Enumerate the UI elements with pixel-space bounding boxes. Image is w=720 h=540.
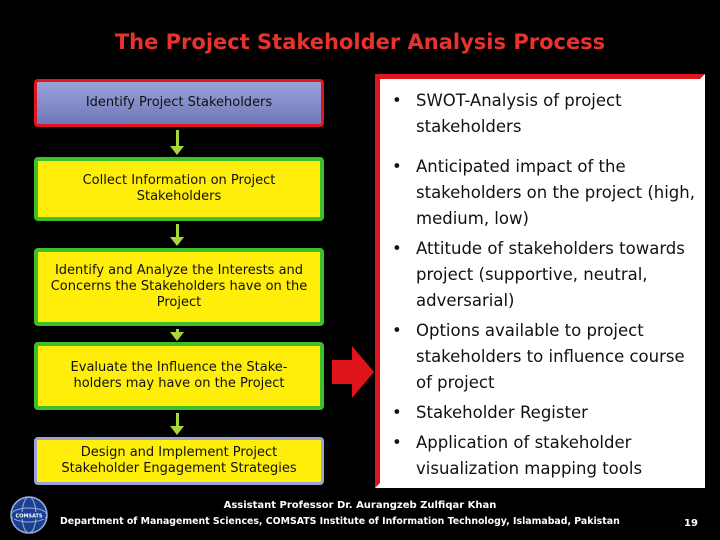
bullet-icon: • bbox=[392, 403, 402, 422]
list-item-text: Anticipated impact of the stakeholders on the project (high, medium, low) bbox=[416, 157, 695, 228]
process-step-identify bbox=[34, 79, 324, 127]
down-arrow-icon bbox=[170, 146, 184, 155]
right-arrow-icon bbox=[332, 346, 374, 398]
process-step-evaluate bbox=[34, 342, 324, 410]
step-label: Identify Project Stakeholders bbox=[85, 95, 273, 110]
down-arrow-icon bbox=[170, 332, 184, 341]
list-item bbox=[390, 236, 700, 314]
down-arrow-icon bbox=[170, 237, 184, 246]
list-item bbox=[390, 318, 700, 396]
footer-author: Assistant Professor Dr. Aurangzeb Zulfiqar Khan bbox=[223, 500, 497, 511]
list-item-text: Attitude of stakeholders towards project (supportive, neutral, adversarial) bbox=[416, 239, 685, 310]
step-label: Design and Implement Project Stakeholder Engagement Strategies bbox=[61, 445, 297, 476]
footer-affiliation: Department of Management Sciences, COMSATS Institute of Information Technology, Islamabad, Pakistan bbox=[60, 516, 620, 527]
details-list bbox=[390, 88, 700, 482]
bullet-icon: • bbox=[392, 157, 402, 176]
logo-text: COMSATS bbox=[15, 513, 43, 520]
list-item bbox=[390, 88, 700, 140]
list-item bbox=[390, 154, 700, 232]
down-arrow-icon bbox=[170, 426, 184, 435]
process-step-analyze bbox=[34, 248, 324, 326]
list-item bbox=[390, 430, 700, 482]
bullet-icon: • bbox=[392, 321, 402, 340]
slide-title: The Project Stakeholder Analysis Process bbox=[114, 30, 606, 54]
step-label: Identify and Analyze the Interests and Concerns the Stakeholders have on the Project bbox=[50, 263, 308, 310]
process-step-design bbox=[34, 437, 324, 485]
step-label: Evaluate the Influence the Stake-holders may have on the Project bbox=[70, 360, 288, 391]
page-number: 19 bbox=[684, 518, 698, 529]
bullet-icon: • bbox=[392, 433, 402, 452]
list-item-text: Options available to project stakeholders to influence course of project bbox=[416, 321, 685, 392]
step-label: Collect Information on Project Stakeholders bbox=[82, 173, 276, 204]
list-item-text: Application of stakeholder visualization mapping tools bbox=[416, 433, 643, 478]
bullet-icon: • bbox=[392, 91, 402, 110]
process-step-collect bbox=[34, 157, 324, 221]
bullet-icon: • bbox=[392, 239, 402, 258]
list-item-text: Stakeholder Register bbox=[416, 403, 588, 422]
list-item-text: SWOT-Analysis of project stakeholders bbox=[416, 91, 622, 136]
list-item bbox=[390, 400, 700, 426]
